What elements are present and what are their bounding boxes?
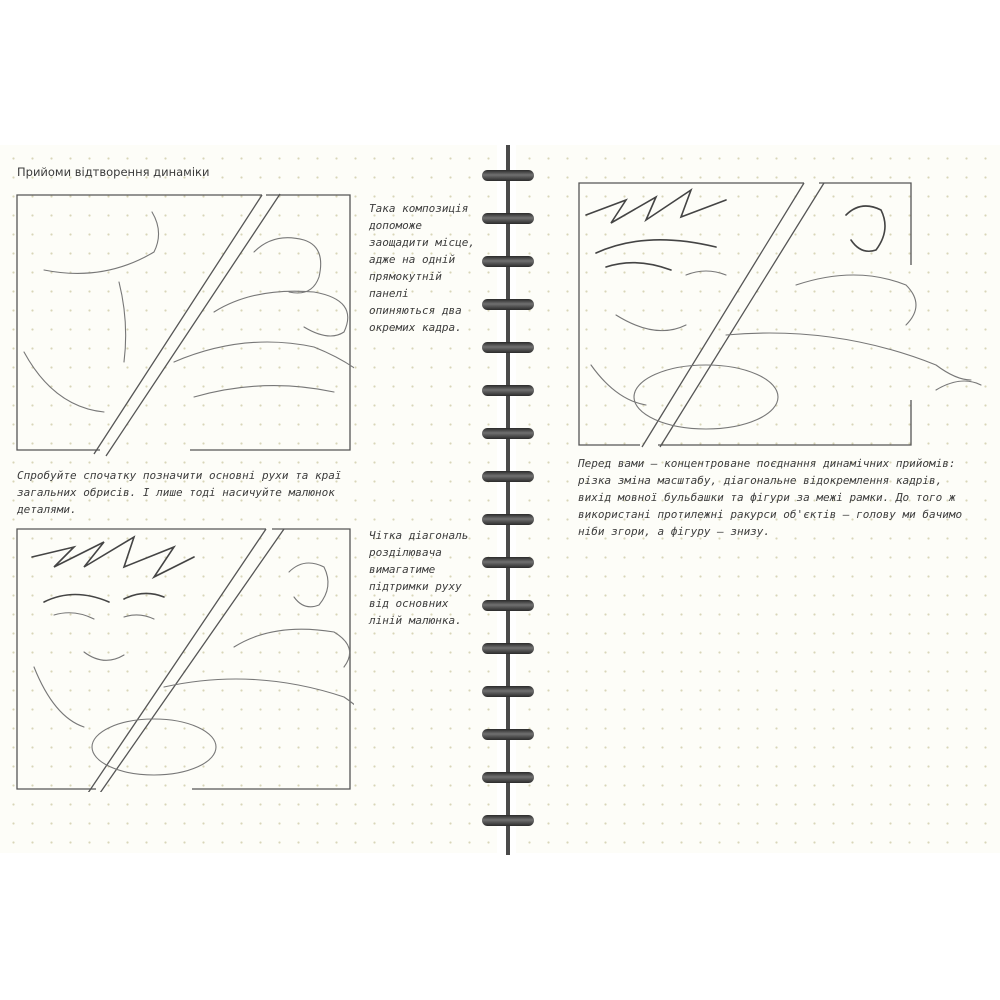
spiral-ring	[482, 299, 534, 310]
spiral-ring	[482, 170, 534, 181]
notebook-spine	[506, 145, 510, 855]
sketch-panel-outline	[14, 192, 354, 457]
spiral-ring	[482, 514, 534, 525]
caption-bottom: Чітка діагональ розділювача вимагатиме підтримки руху від основних ліній малюнка.	[369, 529, 469, 627]
caption-middle: Спробуйте спочатку позначити основні рухи та краї загальних обрисів. І лише тоді насичуйте малюнок деталями.	[17, 469, 342, 516]
spiral-ring	[482, 729, 534, 740]
spiral-ring	[482, 772, 534, 783]
spiral-ring	[482, 256, 534, 267]
spiral-ring	[482, 342, 534, 353]
sketch-panel-final	[576, 175, 986, 450]
caption-right: Перед вами — концентроване поєднання динамічних прийомів: різка зміна масштабу, діагональне відокремлення кадрів, вихід мовної бульбашки та фігури за межі рамки. До того ж використані протилежні ракурси об'єктів — голову ми бачимо ніби згори, а фігуру — знизу.	[578, 457, 963, 538]
spiral-ring	[482, 213, 534, 224]
spiral-ring	[482, 686, 534, 697]
sketch-panel-detailed	[14, 527, 354, 792]
spiral-ring	[482, 643, 534, 654]
spiral-ring	[482, 600, 534, 611]
spiral-ring	[482, 385, 534, 396]
spiral-ring	[482, 471, 534, 482]
caption-top: Така композиція допоможе заощадити місце, адже на одній прямокутній панелі опиняються два окремих кадра.	[369, 202, 475, 334]
spiral-ring	[482, 557, 534, 568]
spiral-ring	[482, 815, 534, 826]
page-title: Прийоми відтворення динаміки	[17, 165, 210, 179]
spiral-ring	[482, 428, 534, 439]
